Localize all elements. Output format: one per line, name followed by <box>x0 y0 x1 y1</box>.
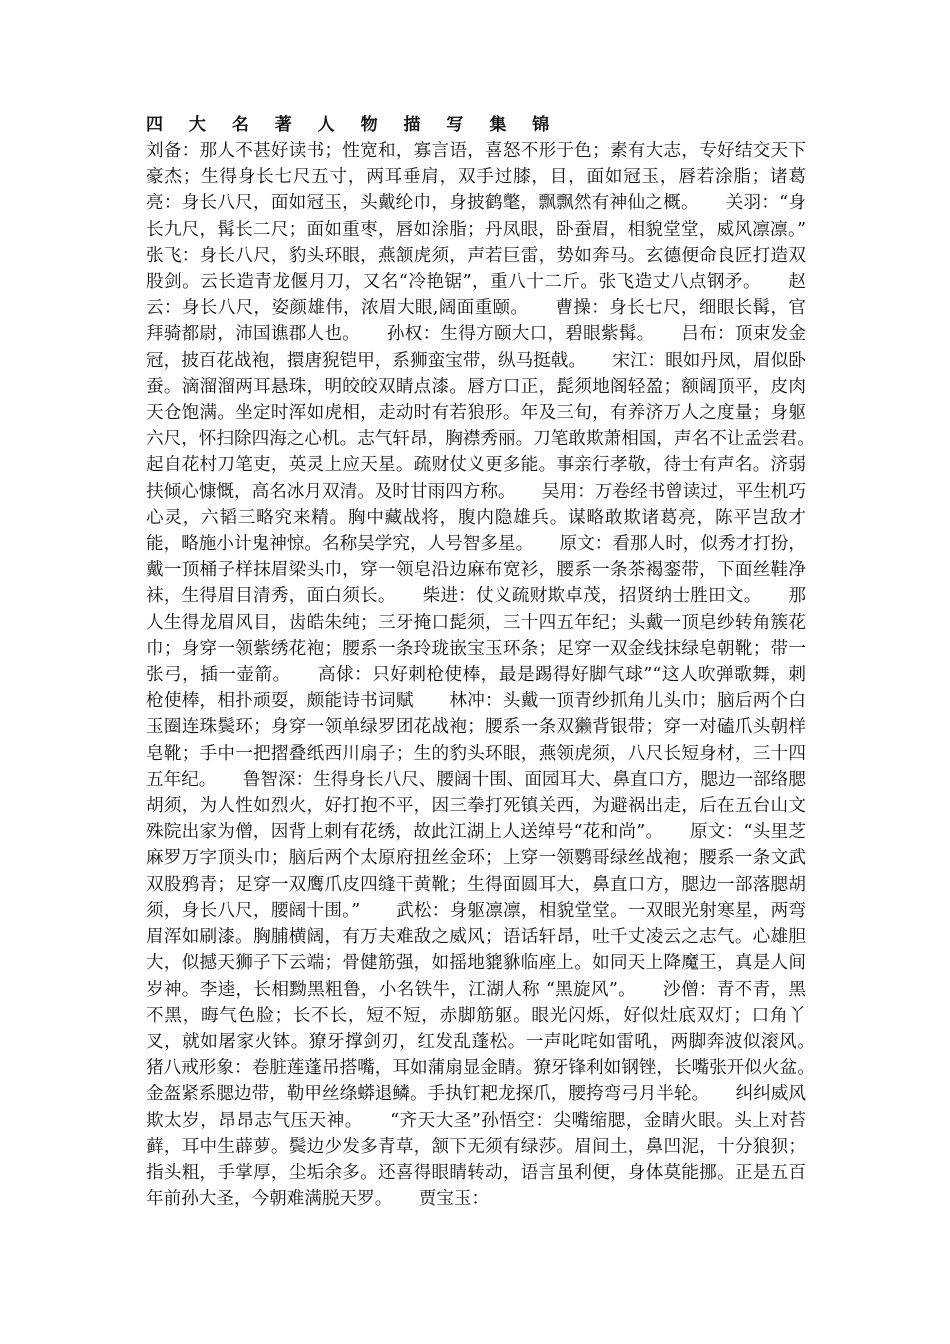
document-body-text: 刘备：那人不甚好读书；性宽和，寡言语，喜怒不形于色；素有大志，专好结交天下豪杰；生得身长七尺五寸，两耳垂肩，双手过膝，目，面如冠玉，唇若涂脂；诸葛亮：身长八尺，面如冠玉，头戴纶巾，身披鹤氅，飘飘然有神仙之概。 关羽：“身长九尺，髯长二尺；面如重枣，唇如涂脂；丹凤眼，卧蚕眉，相貌堂堂，威风凛凛。” 张飞：身长八尺，豹头环眼，燕颔虎须，声若巨雷，势如奔马。玄德便命良匠打造双股剑。云长造青龙偃月刀，又名“冷艳锯”，重八十二斤。张飞造丈八点钢矛。 赵云：身长八尺，姿颜雄伟，浓眉大眼,阔面重颐。 曹操：身长七尺，细眼长髯，官拜骑都尉，沛国谯郡人也。 孙权：生得方颐大口，碧眼紫髯。 吕布：顶束发金冠，披百花战袍，擐唐猊铠甲，系狮蛮宝带，纵马挺戟。 宋江：眼如丹凤，眉似卧蚕。滴溜溜两耳悬珠，明皎皎双睛点漆。唇方口正，髭须地阁轻盈；额阔顶平，皮肉天仓饱满。坐定时浑如虎相，走动时有若狼形。年及三旬，有养济万人之度量；身躯六尺，怀扫除四海之心机。志气轩昂，胸襟秀丽。刀笔敢欺萧相国，声名不让孟尝君。 起自花村刀笔吏，英灵上应天星。疏财仗义更多能。事亲行孝敬，待士有声名。济弱扶倾心慷慨，高名冰月双清。及时甘雨四方称。 吴用：万卷经书曾读过，平生机巧心灵，六韬三略究来精。胸中藏战将，腹内隐雄兵。谋略敢欺诸葛亮，陈平岂敌才能，略施小计鬼神惊。名称吴学究，人号智多星。 原文：看那人时，似秀才打扮，戴一顶桶子样抹眉梁头巾，穿一领皂沿边麻布宽衫，腰系一条茶褐銮带，下面丝鞋净袜，生得眉目清秀，面白须长。 柴进：仗义疏财欺卓茂，招贤纳士胜田文。 那人生得龙眉风目，齿皓朱纯；三牙掩口髭须，三十四五年纪；头戴一顶皂纱转角簇花巾；身穿一领紫绣花袍；腰系一条玲珑嵌宝玉环条；足穿一双金线抹绿皂朝靴；带一张弓，插一壶箭。 高俅：只好刺枪使棒，最是踢得好脚气球”“这人吹弹歌舞，刺枪使棒，相扑顽耍，颇能诗书词赋 林冲：头戴一顶青纱抓角儿头巾；脑后两个白玉圈连珠鬓环；身穿一领单绿罗团花战袍；腰系一条双獭背银带；穿一对磕爪头朝样皂靴；手中一把摺叠纸西川扇子；生的豹头环眼，燕领虎须，八尺长短身材，三十四五年纪。 鲁智深：生得身长八尺、腰阔十围、面园耳大、鼻直口方，腮边一部络腮胡须，为人性如烈火，好打抱不平，因三拳打死镇关西，为避祸出走，后在五台山文殊院出家为僧，因背上刺有花绣，故此江湖上人送绰号“花和尚”。 原文：“头里芝麻罗万字顶头巾；脑后两个太原府扭丝金环；上穿一领鹦哥绿丝战袍；腰系一条文武双股鸦青；足穿一双鹰爪皮四缝干黄靴；生得面圆耳大，鼻直口方，腮边一部落腮胡须，身长八尺，腰阔十围。” 武松：身躯凛凛，相貌堂堂。一双眼光射寒星，两弯眉浑如刷漆。胸脯横阔，有万夫难敌之威风；语话轩昂，吐千丈凌云之志气。心雄胆大，似撼天狮子下云端；骨健筋强，如摇地貔貅临座上。如同天上降魔王，真是人间岁神。李逵，长相黝黑粗鲁，小名铁牛，江湖人称 “黑旋风”。 沙僧：青不青，黑不黑，晦气色脸；长不长，短不短，赤脚筋躯。眼光闪烁，好似灶底双灯；口角丫叉，就如屠家火钵。獠牙撑剑刃，红发乱蓬松。一声叱咤如雷吼，两脚奔波似滚风。 猪八戒形象：卷脏莲蓬吊搭嘴，耳如蒲扇显金睛。獠牙锋利如钢锉，长嘴张开似火盆。 金盔紧系腮边带，勒甲丝绦蟒退鳞。手执钉耙龙探爪，腰挎弯弓月半轮。 纠纠威风欺太岁，昂昂志气压天神。 “齐天大圣”孙悟空：尖嘴缩腮，金睛火眼。头上对苔藓，耳中生薜萝。鬓边少发多青草，颔下无须有绿莎。眉间土，鼻凹泥，十分狼狈；指头粗，手掌厚，尘垢余多。还喜得眼睛转动，语言虽利便，身体莫能挪。正是五百年前孙大圣，今朝难满脱天罗。 贾宝玉： <box>146 141 842 1210</box>
document-title: 四 大 名 著 人 物 描 写 集 锦 <box>146 115 560 135</box>
document-page <box>146 112 842 1212</box>
